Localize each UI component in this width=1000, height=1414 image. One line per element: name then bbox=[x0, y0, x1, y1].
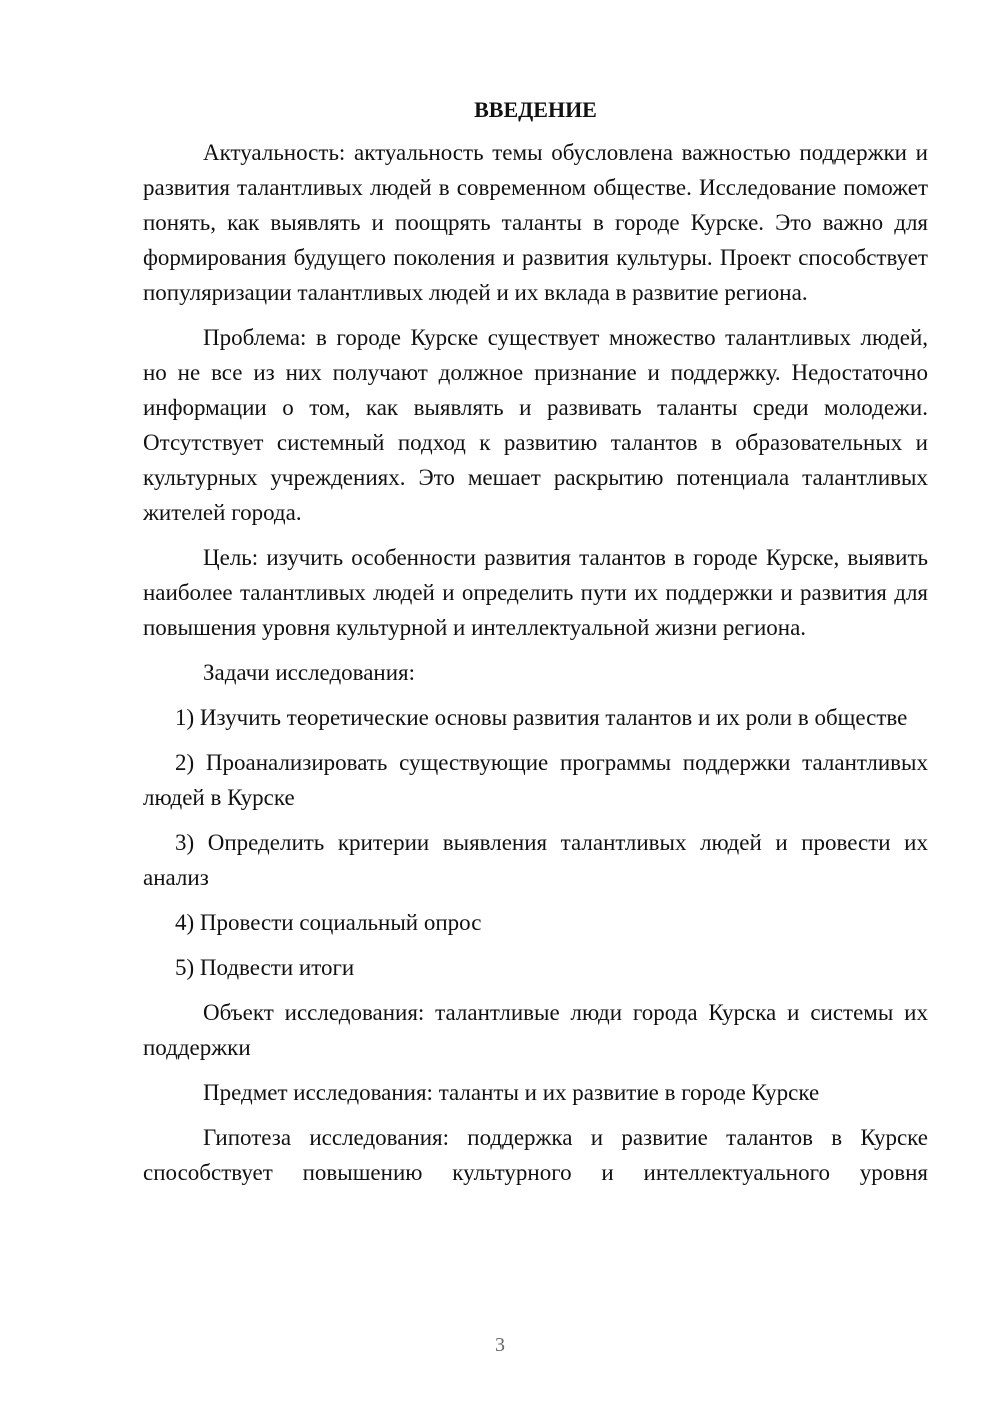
task-item-4: 4) Провести социальный опрос bbox=[175, 910, 482, 935]
task-item-3: 3) Определить критерии выявления талантливых людей и провести их анализ bbox=[143, 830, 928, 890]
relevance-paragraph: Актуальность: актуальность темы обусловлена важностью поддержки и развития талантливых людей в современном обществе. Исследование поможет понять, как выявлять и поощрять таланты в городе Курске. Это важно для формирования будущего поколения и развития культуры. Проект способствует популяризации талантливых людей и их вклада в развитие региона. bbox=[143, 140, 928, 305]
hypothesis-paragraph: Гипотеза исследования: поддержка и развитие талантов в Курске способствует повышению культурного и интеллектуального уровня bbox=[143, 1125, 928, 1185]
document-page bbox=[143, 92, 928, 1200]
subject-paragraph: Предмет исследования: таланты и их развитие в городе Курске bbox=[203, 1080, 820, 1105]
object-paragraph: Объект исследования: талантливые люди города Курска и системы их поддержки bbox=[143, 1000, 928, 1060]
task-item-5: 5) Подвести итоги bbox=[175, 955, 355, 980]
task-item-2: 2) Проанализировать существующие программы поддержки талантливых людей в Курске bbox=[143, 750, 928, 810]
tasks-heading: Задачи исследования: bbox=[203, 660, 416, 685]
goal-paragraph: Цель: изучить особенности развития талантов в городе Курске, выявить наиболее талантливых людей и определить пути их поддержки и развития для повышения уровня культурной и интеллектуальной жизни региона. bbox=[143, 545, 928, 640]
page-number: 3 bbox=[495, 1334, 505, 1356]
task-item-1: 1) Изучить теоретические основы развития талантов и их роли в обществе bbox=[175, 705, 908, 730]
section-title: ВВЕДЕНИЕ bbox=[474, 97, 597, 122]
problem-paragraph: Проблема: в городе Курске существует множество талантливых людей, но не все из них получают должное признание и поддержку. Недостаточно информации о том, как выявлять и развивать таланты среди молодежи. Отсутствует системный подход к развитию талантов в образовательных и культурных учреждениях. Это мешает раскрытию потенциала талантливых жителей города. bbox=[143, 325, 928, 525]
